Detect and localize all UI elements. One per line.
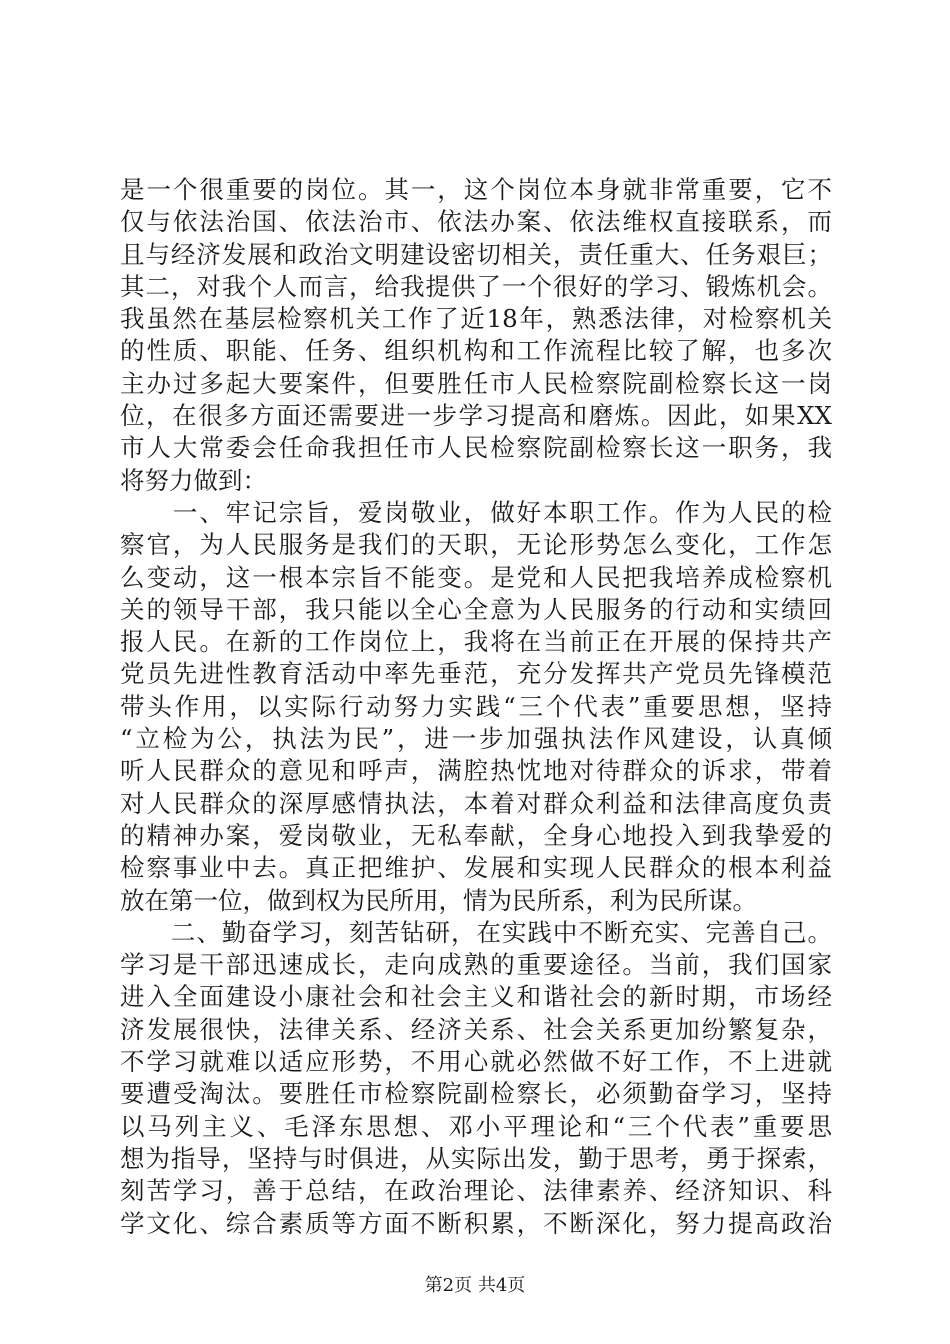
text-line: 听人民群众的意见和呼声，满腔热忱地对待群众的诉求，带着 <box>120 756 832 786</box>
text-line: 将努力做到： <box>120 465 267 495</box>
text-line: 么变动，这一根本宗旨不能变。是党和人民把我培养成检察机 <box>120 562 832 592</box>
text-line: 且与经济发展和政治文明建设密切相关，责任重大、任务艰巨； <box>120 239 832 269</box>
body-text <box>120 174 832 1240</box>
text-line: “立检为公，执法为民”，进一步加强执法作风建设，认真倾 <box>120 724 832 754</box>
text-line: 仅与依法治国、依法治市、依法办案、依法维权直接联系，而 <box>120 207 832 237</box>
text-line: 其二，对我个人而言，给我提供了一个很好的学习、锻炼机会。 <box>120 271 832 301</box>
text-line: 党员先进性教育活动中率先垂范，充分发挥共产党员先锋模范 <box>120 659 832 689</box>
text-line: 位，在很多方面还需要进一步学习提高和磨炼。因此，如果XX <box>120 401 832 431</box>
text-line: 的精神办案，爱岗敬业，无私奉献，全身心地投入到我挚爱的 <box>120 820 832 850</box>
text-line: 我虽然在基层检察机关工作了近18年，熟悉法律，对检察机关 <box>120 304 832 334</box>
page-footer: 第2页 共4页 <box>424 1275 526 1296</box>
text-line: 要遭受淘汰。要胜任市检察院副检察长，必须勤奋学习，坚持 <box>120 1079 832 1109</box>
text-line: 刻苦学习，善于总结，在政治理论、法律素养、经济知识、科 <box>120 1176 832 1206</box>
text-line: 带头作用，以实际行动努力实践“三个代表”重要思想，坚持 <box>120 691 832 721</box>
text-line: 报人民。在新的工作岗位上，我将在当前正在开展的保持共产 <box>120 627 832 657</box>
text-line: 学文化、综合素质等方面不断积累，不断深化，努力提高政治 <box>120 1208 832 1238</box>
text-line: 济发展很快，法律关系、经济关系、社会关系更加纷繁复杂， <box>120 1014 832 1044</box>
text-line: 一、牢记宗旨，爱岗敬业，做好本职工作。作为人民的检 <box>120 497 832 527</box>
text-line: 对人民群众的深厚感情执法，本着对群众利益和法律高度负责 <box>120 788 832 818</box>
text-line: 主办过多起大要案件，但要胜任市人民检察院副检察长这一岗 <box>120 368 832 398</box>
text-line: 放在第一位，做到权为民所用，情为民所系，利为民所谋。 <box>120 885 757 915</box>
text-line: 以马列主义、毛泽东思想、邓小平理论和“三个代表”重要思 <box>120 1111 832 1141</box>
text-line: 进入全面建设小康社会和社会主义和谐社会的新时期，市场经 <box>120 982 832 1012</box>
text-line: 是一个很重要的岗位。其一，这个岗位本身就非常重要，它不 <box>120 175 832 204</box>
text-line: 二、勤奋学习，刻苦钻研，在实践中不断充实、完善自己。 <box>120 917 832 947</box>
text-line: 的性质、职能、任务、组织机构和工作流程比较了解，也多次 <box>120 336 832 366</box>
text-line: 关的领导干部，我只能以全心全意为人民服务的行动和实绩回 <box>120 594 832 624</box>
text-line: 不学习就难以适应形势，不用心就必然做不好工作，不上进就 <box>120 1047 832 1077</box>
text-line: 察官，为人民服务是我们的天职，无论形势怎么变化，工作怎 <box>120 530 832 560</box>
text-line: 市人大常委会任命我担任市人民检察院副检察长这一职务，我 <box>120 433 832 463</box>
text-line: 检察事业中去。真正把维护、发展和实现人民群众的根本利益 <box>120 853 832 883</box>
text-line: 想为指导，坚持与时俱进，从实际出发，勤于思考，勇于探索， <box>120 1143 832 1173</box>
text-line: 学习是干部迅速成长，走向成熟的重要途径。当前，我们国家 <box>120 950 832 980</box>
